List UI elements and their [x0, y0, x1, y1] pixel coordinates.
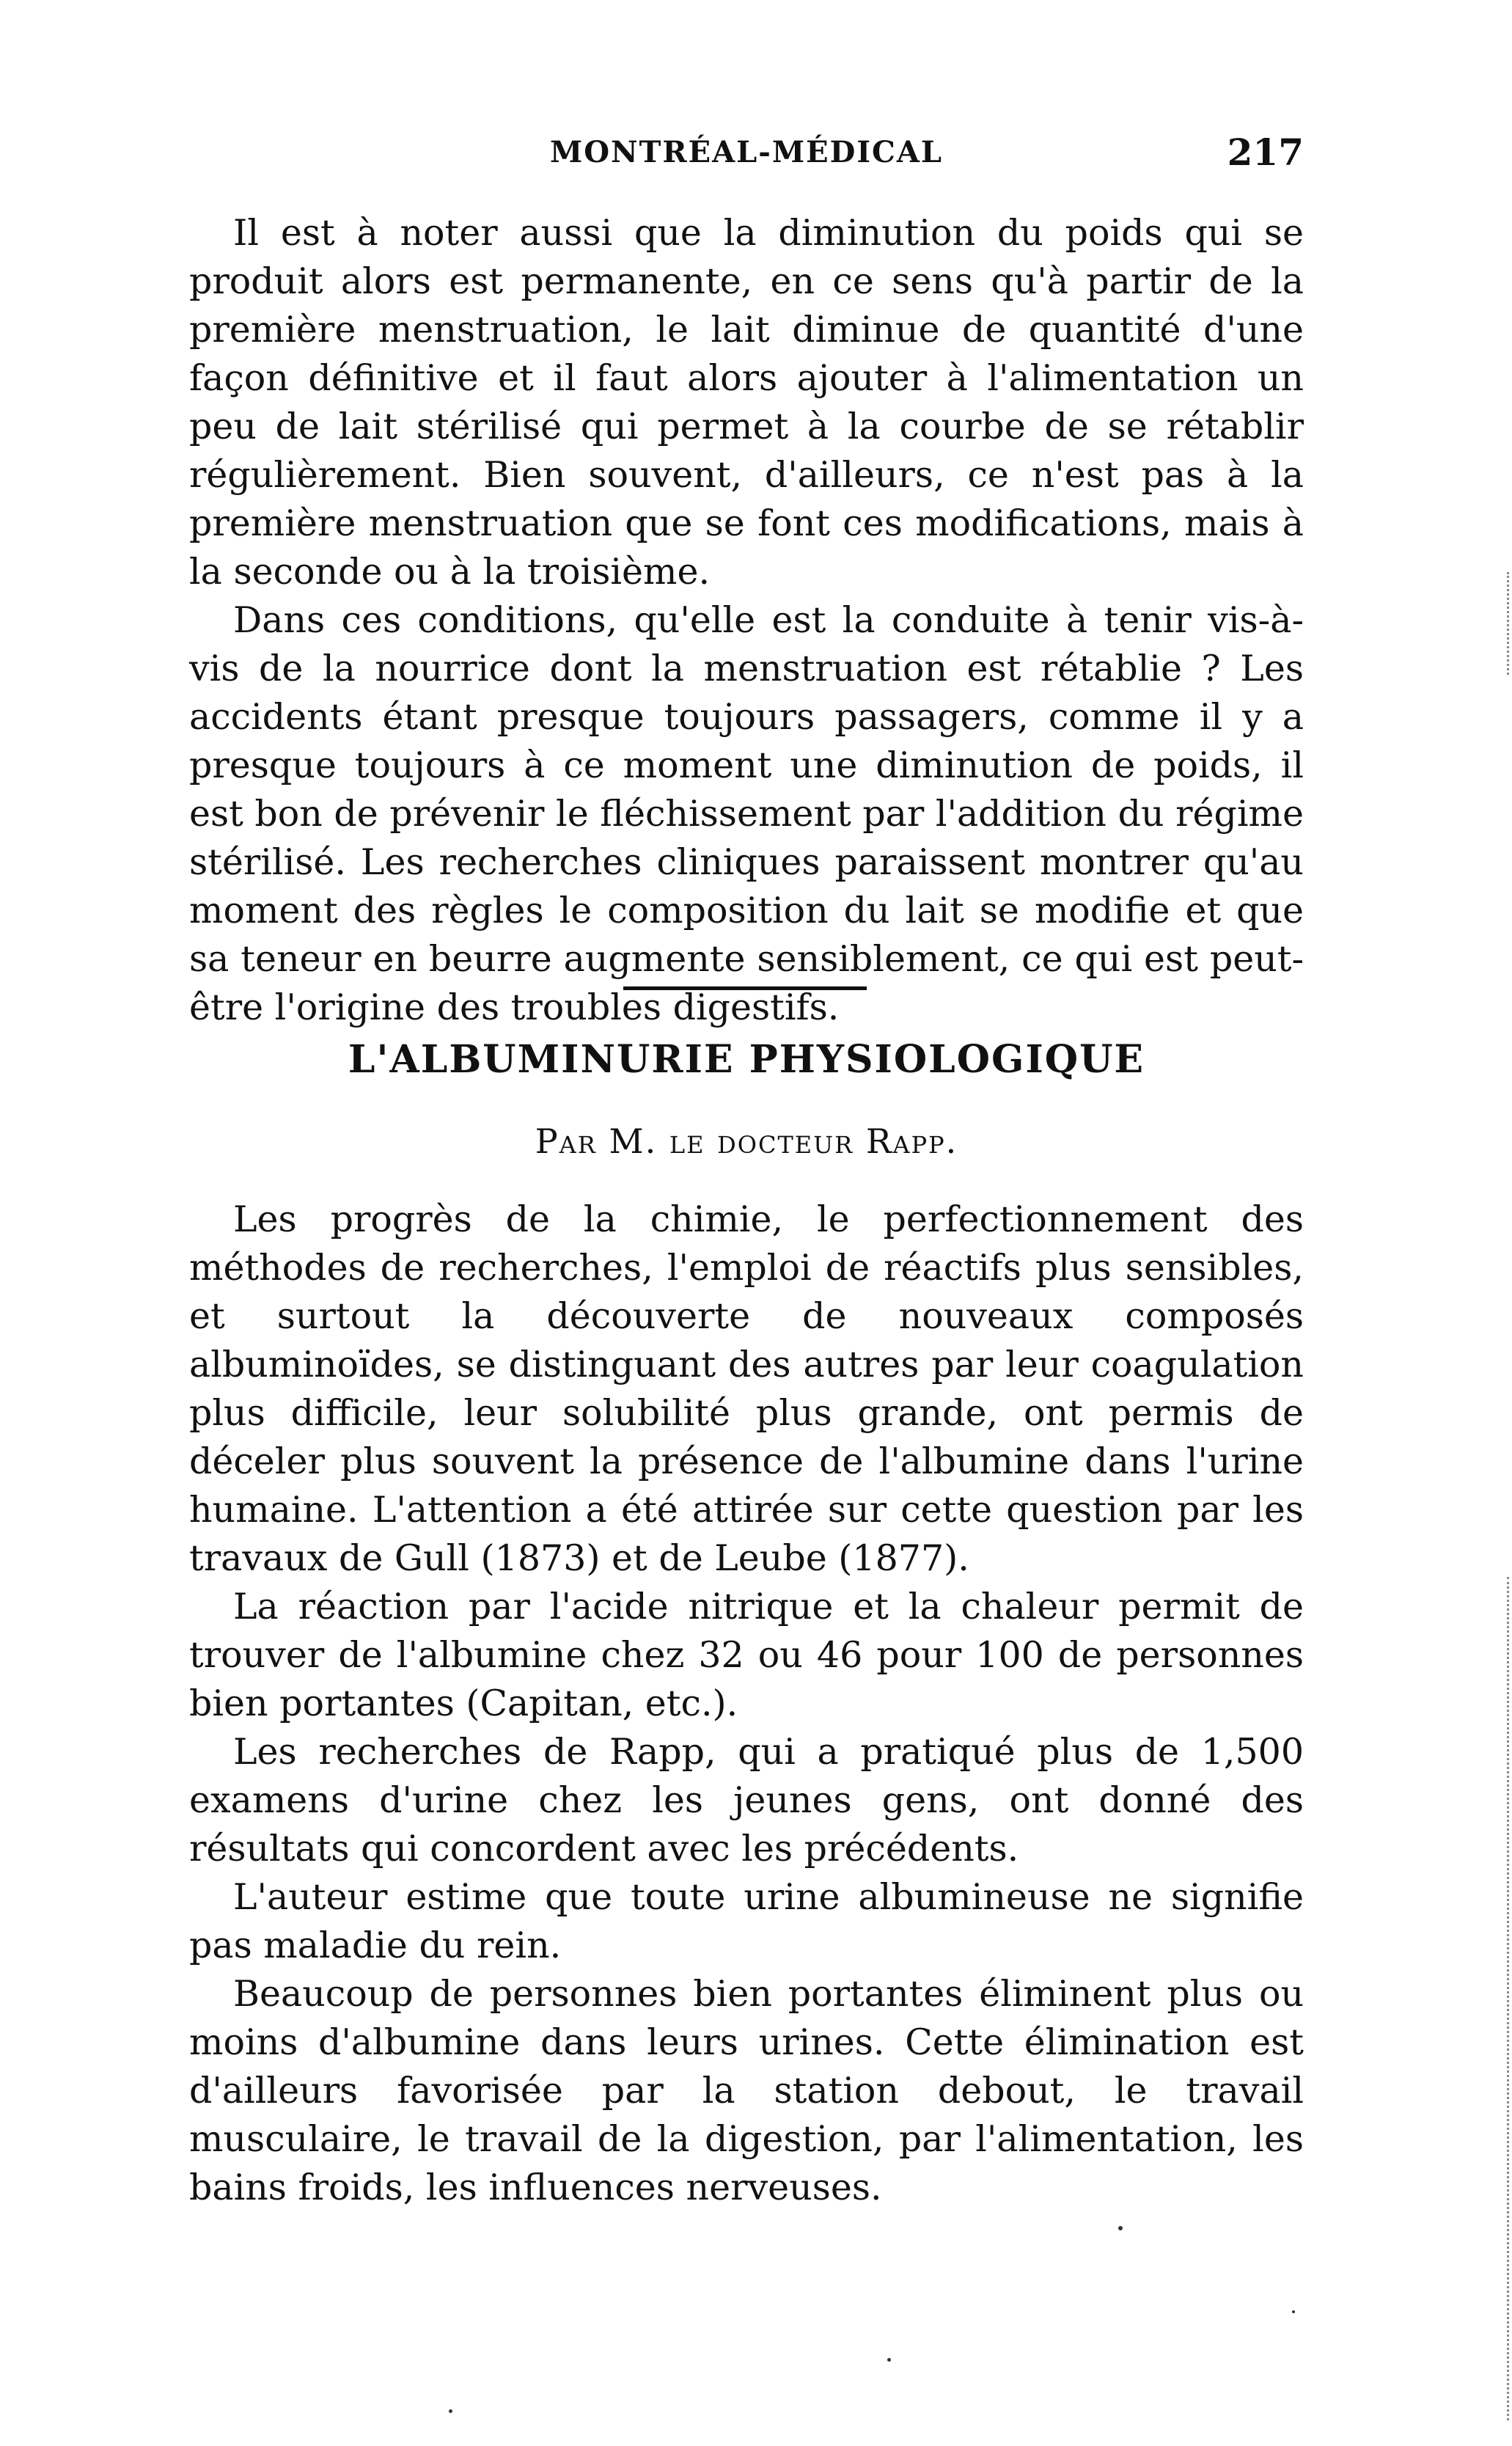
paragraph: Les progrès de la chimie, le perfectionnement des méthodes de recherches, l'emploi de réactifs plus sensibles, et surtout la découverte de nouveaux composés albuminoïdes, se distinguant des autres par leur coagulation plus difficile, leur solubilité plus grande, ont permis de déceler plus souvent la présence de l'albumine dans l'urine humaine. L'attention a été attirée sur cette question par les travaux de Gull (1873) et de Leube (1877). — [189, 1198, 1304, 1579]
scan-edge-noise — [1485, 572, 1509, 675]
article-byline: Par M. le docteur Rapp. — [535, 1121, 958, 1161]
section-divider — [623, 986, 867, 990]
paragraph: Beaucoup de personnes bien portantes éliminent plus ou moins d'albumine dans leurs urines. Cette élimination est d'ailleurs favorisée par la station debout, le travail musculaire, le travail de la digestion, par l'alimentation, les bains froids, les influences nerveuses. — [189, 1973, 1304, 2208]
scan-speck — [1118, 2226, 1123, 2230]
paragraph: Il est à noter aussi que la diminution du poids qui se produit alors est permanente, en ce sens qu'à partir de la première menstruation, le lait diminue de quantité d'une façon définitive et il faut alors ajouter à l'alimentation un peu de lait stérilisé qui permet à la courbe de se rétablir régulièrement. Bien souvent, d'ailleurs, ce n'est pas à la première menstruation que se font ces modifications, mais à la seconde ou à la troisième. — [189, 212, 1304, 593]
scan-speck — [449, 2409, 452, 2413]
paragraph: Les recherches de Rapp, qui a pratiqué plus de 1,500 examens d'urine chez les jeunes gens, ont donné des résultats qui concordent avec les précédents. — [189, 1731, 1304, 1870]
scan-speck — [887, 2358, 891, 2362]
scan-edge-noise — [1485, 1577, 1509, 2420]
article-title: L'ALBUMINURIE PHYSIOLOGIQUE — [348, 1037, 1145, 1082]
running-head — [189, 131, 1304, 175]
paragraph: Dans ces conditions, qu'elle est la conduite à tenir vis-à-vis de la nourrice dont la menstruation est rétablie ? Les accidents étant presque toujours passagers, comme il y a presque toujours à ce moment une diminution de poids, il est bon de prévenir le fléchissement par l'addition du régime stérilisé. Les recherches cliniques paraissent montrer qu'au moment des règles le composition du lait se modifie et que sa teneur en beurre augmente sensiblement, ce qui est peut-être l'origine des troubles digestifs. — [189, 599, 1304, 1028]
paragraph: La réaction par l'acide nitrique et la chaleur permit de trouver de l'albumine chez 32 ou 46 pour 100 de personnes bien portantes (Capitan, etc.). — [189, 1586, 1304, 1724]
article-body — [189, 1195, 1304, 2212]
running-title: MONTRÉAL-MÉDICAL — [549, 135, 944, 169]
page-number: 217 — [1227, 131, 1304, 174]
scan-speck — [1292, 2310, 1295, 2313]
continued-text — [189, 209, 1304, 1032]
paragraph: L'auteur estime que toute urine albumineuse ne signifie pas maladie du rein. — [189, 1876, 1304, 1966]
